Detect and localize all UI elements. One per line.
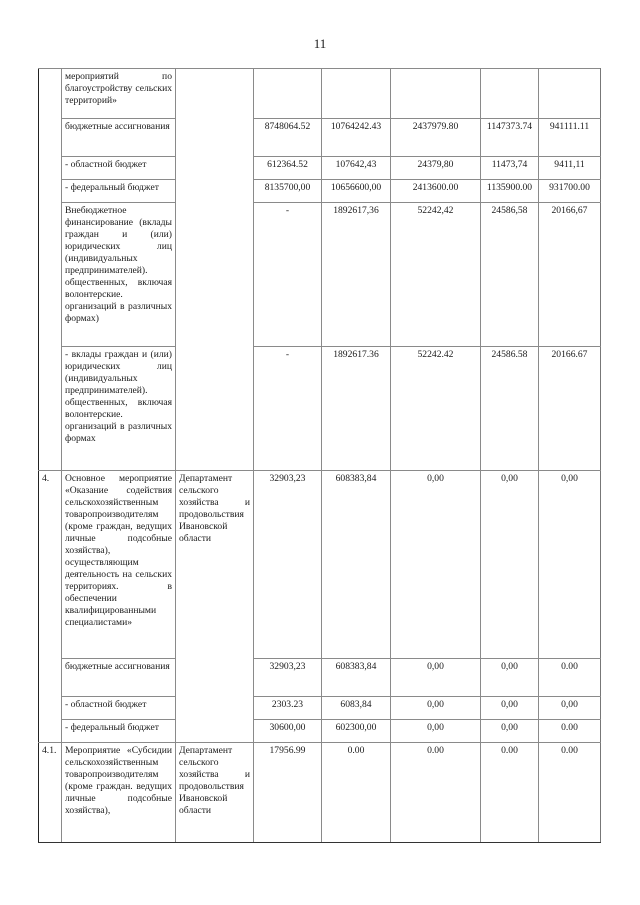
value-col-1: [254, 69, 322, 119]
value-col-5: 9411,11: [539, 157, 601, 180]
page-number: 11: [313, 36, 327, 51]
value-col-5: 941111.11: [539, 119, 601, 157]
table-row: [39, 180, 601, 203]
row-index: 4.: [39, 471, 62, 743]
value-col-4: 0,00: [481, 720, 539, 743]
funding-source-label: бюджетные ассигнования: [62, 659, 176, 697]
value-col-4: 24586,58: [481, 203, 539, 347]
table-row: [39, 743, 601, 843]
row-index: 4.1.: [39, 743, 62, 843]
row-index: [39, 69, 62, 471]
value-col-3: 0,00: [391, 471, 481, 659]
table-row: [39, 720, 601, 743]
value-col-3: 2437979.80: [391, 119, 481, 157]
value-col-2: [322, 69, 391, 119]
funding-source-label: - вклады граждан и (или) юридических лиц (индивидуальных предпринимателей). общественных, включая волонтерские. организаций в различных формах: [62, 347, 176, 471]
value-col-2: 608383,84: [322, 659, 391, 697]
value-col-3: 0,00: [391, 720, 481, 743]
activity-name: Мероприятие «Субсидии сельскохозяйственным товаропроизводителям (кроме граждан. ведущих личные подсобные хозяйства),: [62, 743, 176, 843]
value-col-2: 10764242.43: [322, 119, 391, 157]
value-col-4: 0,00: [481, 471, 539, 659]
value-col-3: 0,00: [391, 659, 481, 697]
activity-name: мероприятий по благоустройству сельских территорий»: [62, 69, 176, 119]
value-col-4: 1135900.00: [481, 180, 539, 203]
value-col-5: 0.00: [539, 720, 601, 743]
value-col-5: 0.00: [539, 743, 601, 843]
value-col-1: 30600,00: [254, 720, 322, 743]
value-col-4: 24586.58: [481, 347, 539, 471]
value-col-5: 0.00: [539, 659, 601, 697]
funding-source-label: Внебюджетное финансирование (вклады граждан и (или) юридических лиц (индивидуальных предпринимателей). общественных, включая волонтерские. организаций в различных формах): [62, 203, 176, 347]
value-col-5: 0,00: [539, 697, 601, 720]
value-col-1: 8748064.52: [254, 119, 322, 157]
value-col-4: 11473,74: [481, 157, 539, 180]
value-col-2: 0.00: [322, 743, 391, 843]
value-col-4: 0,00: [481, 697, 539, 720]
value-col-2: 608383,84: [322, 471, 391, 659]
value-col-1: -: [254, 203, 322, 347]
value-col-2: 107642,43: [322, 157, 391, 180]
table-row: [39, 347, 601, 471]
value-col-2: 1892617,36: [322, 203, 391, 347]
value-col-1: 8135700,00: [254, 180, 322, 203]
funding-table: [38, 68, 601, 843]
value-col-5: 0,00: [539, 471, 601, 659]
value-col-3: 52242.42: [391, 347, 481, 471]
value-col-2: 1892617.36: [322, 347, 391, 471]
funding-source-label: - федеральный бюджет: [62, 180, 176, 203]
value-col-3: 0,00: [391, 697, 481, 720]
table-row: [39, 471, 601, 659]
department-cell: Департамент сельского хозяйства и продовольствия Ивановской области: [176, 743, 254, 843]
value-col-5: 20166,67: [539, 203, 601, 347]
value-col-1: 612364.52: [254, 157, 322, 180]
value-col-4: 1147373.74: [481, 119, 539, 157]
value-col-1: 32903,23: [254, 471, 322, 659]
value-col-3: 0.00: [391, 743, 481, 843]
value-col-5: 931700.00: [539, 180, 601, 203]
value-col-3: 52242,42: [391, 203, 481, 347]
value-col-2: 10656600,00: [322, 180, 391, 203]
value-col-1: -: [254, 347, 322, 471]
value-col-4: [481, 69, 539, 119]
funding-source-label: - федеральный бюджет: [62, 720, 176, 743]
value-col-3: 2413600.00: [391, 180, 481, 203]
table-row: [39, 69, 601, 119]
funding-source-label: - областной бюджет: [62, 697, 176, 720]
value-col-1: 32903,23: [254, 659, 322, 697]
value-col-1: 17956.99: [254, 743, 322, 843]
funding-source-label: бюджетные ассигнования: [62, 119, 176, 157]
activity-name: Основное мероприятие «Оказание содействия сельскохозяйственным товаропроизводителям (кроме граждан, ведущих личные подсобные хозяйства), осуществляющим деятельность на сельских территориях. в обеспечении квалифицированными специалистами»: [62, 471, 176, 659]
value-col-3: 24379,80: [391, 157, 481, 180]
table-row: [39, 697, 601, 720]
department-cell: Департамент сельского хозяйства и продовольствия Ивановской области: [176, 471, 254, 743]
value-col-1: 2303.23: [254, 697, 322, 720]
value-col-4: 0.00: [481, 743, 539, 843]
department-cell: [176, 69, 254, 471]
table-row: [39, 203, 601, 347]
value-col-3: [391, 69, 481, 119]
table-row: [39, 157, 601, 180]
value-col-2: 602300,00: [322, 720, 391, 743]
value-col-5: 20166.67: [539, 347, 601, 471]
funding-source-label: - областной бюджет: [62, 157, 176, 180]
value-col-5: [539, 69, 601, 119]
value-col-4: 0,00: [481, 659, 539, 697]
table-row: [39, 659, 601, 697]
value-col-2: 6083,84: [322, 697, 391, 720]
table-row: [39, 119, 601, 157]
